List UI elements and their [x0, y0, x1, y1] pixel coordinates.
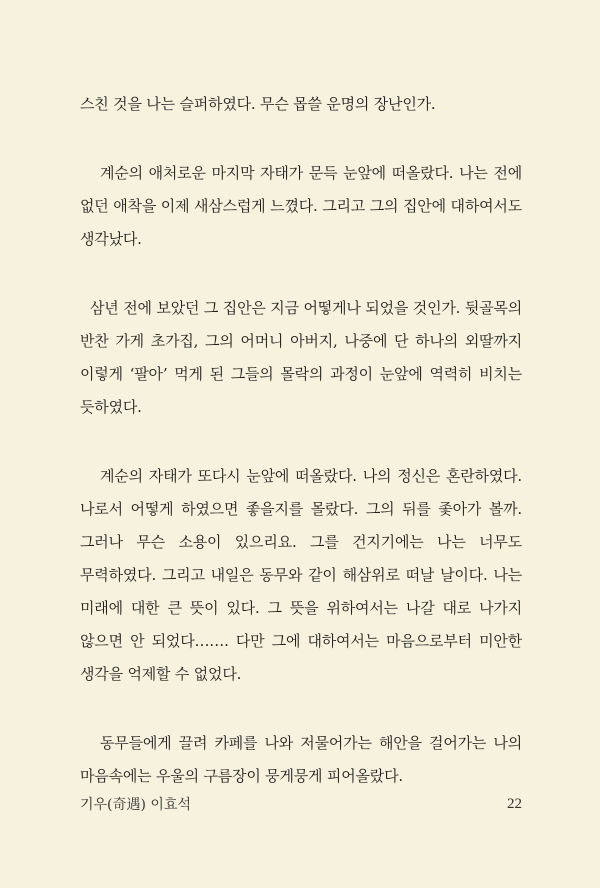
paragraph-5: 동무들에게 끌려 카페를 나와 저물어가는 해안을 걸어가는 나의 마음속에는 우울의 구름장이 뭉게뭉게 피어올랐다. — [80, 734, 522, 785]
paragraph-4: 계순의 자태가 또다시 눈앞에 떠올랐다. 나의 정신은 혼란하였다. 나로서 어떻게 하였으면 좋을지를 몰랐다. 그의 뒤를 좇아가 볼까. 그러나 무슨 소용이 있으리요. 그를 건지기에는 나는 너무도 무력하였다. 그리고 내일은 동무와 같이 해삼위로 떠날 날이다. 나는 미래에 대한 큰 뜻이 있다. 그 뜻을 위하여서는 나갈 대로 나가지 않으면 안 되었다……. 다만 그에 대하여서는 마음으로부터 미안한 생각을 억제할 수 없었다. — [80, 467, 522, 683]
page-footer — [80, 792, 522, 816]
footer-book-title: 기우(奇遇) 이효석 — [80, 797, 191, 813]
page-number: 22 — [507, 795, 522, 812]
body-text — [80, 88, 522, 793]
paragraph-3: 삼년 전에 보았던 그 집안은 지금 어떻게나 되었을 것인가. 뒷골목의 반찬 가게 초가집, 그의 어머니 아버지, 나중에 단 하나의 외딸까지 이렇게 ‘팔아’ 먹게 된 그들의 몰락의 과정이 눈앞에 역력히 비치는 듯하였다. — [80, 299, 522, 416]
paragraph-1: 스친 것을 나는 슬퍼하였다. 무슨 몹쓸 운명의 장난인가. — [80, 95, 436, 113]
paragraph-2: 계순의 애처로운 마지막 자태가 문득 눈앞에 떠올랐다. 나는 전에 없던 애착을 이제 새삼스럽게 느꼈다. 그리고 그의 집안에 대하여서도 생각났다. — [80, 164, 522, 248]
